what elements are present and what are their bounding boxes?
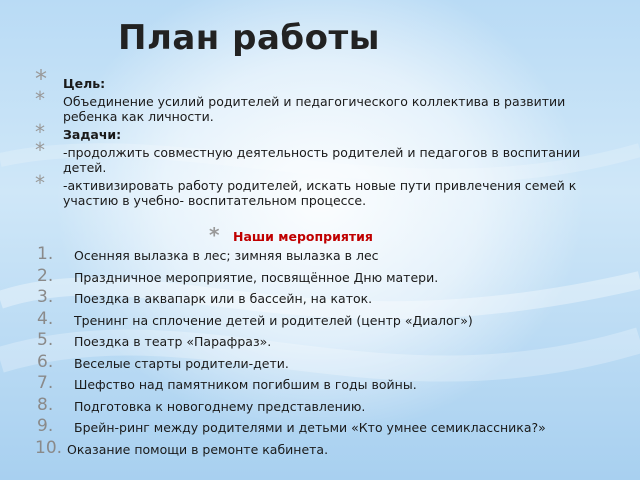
task-item-2	[34, 171, 614, 208]
slide-title: План работы	[118, 18, 380, 58]
asterisk-bullet-icon: *	[35, 87, 45, 111]
list-item	[37, 265, 617, 292]
asterisk-bullet-icon: *	[35, 138, 45, 162]
goal-text: Объединение усилий родителей и педагогического коллектива в развитии ребенка как личности.	[63, 94, 566, 124]
list-item	[37, 244, 617, 270]
tasks-label: Задачи:	[63, 127, 122, 142]
bullet-list	[34, 65, 614, 211]
list-number: 5.	[37, 330, 54, 350]
asterisk-bullet-icon: *	[35, 65, 47, 93]
goal-label: Цель:	[63, 76, 106, 91]
asterisk-bullet-icon: *	[209, 223, 220, 247]
list-item	[37, 330, 617, 356]
events-heading	[209, 223, 373, 247]
events-list	[35, 244, 617, 463]
events-heading-text: Наши мероприятия	[233, 229, 373, 244]
list-item	[37, 416, 617, 442]
list-item-text: Поездка в аквапарк или в бассейн, на каток.	[74, 291, 373, 306]
list-item-text: Подготовка к новогоднему представлению.	[74, 398, 366, 414]
list-number: 8.	[37, 394, 54, 415]
list-item	[37, 394, 617, 421]
goal-heading	[34, 65, 614, 93]
list-number: 9.	[37, 416, 54, 436]
goal-text-item	[34, 87, 614, 124]
list-item-text: Веселые старты родители-дети.	[74, 355, 289, 371]
task-item-1	[34, 138, 614, 175]
asterisk-bullet-icon: *	[35, 171, 45, 195]
list-item	[35, 437, 617, 464]
list-item-text: Праздничное мероприятие, посвящённое Дню матери.	[74, 269, 439, 285]
list-number: 2.	[37, 265, 54, 286]
task-text-2: -активизировать работу родителей, искать новые пути привлечения семей к участию в учебно- воспитательном процессе.	[63, 178, 577, 208]
list-number: 10.	[35, 437, 63, 458]
list-item-text: Поездка в театр «Парафраз».	[74, 334, 272, 349]
list-number: 6.	[37, 351, 54, 372]
list-item-text: Оказание помощи в ремонте кабинета.	[67, 441, 329, 457]
list-item-text: Брейн-ринг между родителями и детьми «Кто умнее семиклассника?»	[74, 420, 546, 435]
task-text-1: -продолжить совместную деятельность родителей и педагогов в воспитании детей.	[63, 145, 581, 175]
list-item	[37, 373, 617, 399]
list-item-text: Тренинг на сплочение детей и родителей (центр «Диалог»)	[74, 312, 473, 328]
list-item	[37, 287, 617, 313]
list-number: 1.	[37, 244, 54, 264]
tasks-heading	[34, 120, 614, 144]
list-item-text: Осенняя вылазка в лес; зимняя вылазка в лес	[74, 248, 379, 263]
list-number: 4.	[37, 308, 54, 329]
list-item	[37, 308, 617, 335]
list-number: 3.	[37, 287, 54, 307]
asterisk-bullet-icon: *	[35, 120, 45, 144]
list-item-text: Шефство над памятником погибшим в годы войны.	[74, 377, 417, 392]
list-item	[37, 351, 617, 378]
list-number: 7.	[37, 373, 54, 393]
